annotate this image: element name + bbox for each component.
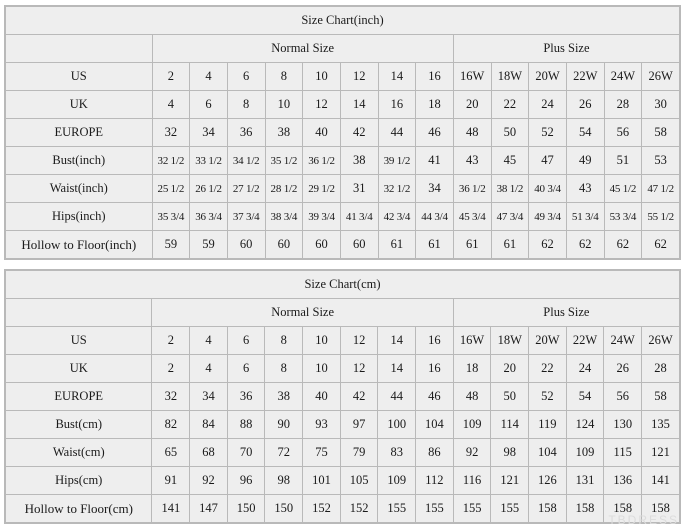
cell-value: 104	[416, 411, 454, 439]
cell-value: 104	[529, 439, 567, 467]
table-row	[6, 411, 680, 439]
cell-value: 24W	[604, 63, 642, 91]
cell-value: 28	[604, 91, 642, 119]
cell-value: 56	[604, 383, 642, 411]
cell-value: 16	[416, 355, 454, 383]
cell-value: 40	[303, 383, 341, 411]
cell-value: 60	[265, 231, 303, 259]
cell-value: 121	[491, 467, 529, 495]
cell-value: 158	[529, 495, 567, 523]
table-row	[6, 467, 680, 495]
cell-value: 93	[303, 411, 341, 439]
cell-value: 52	[529, 383, 567, 411]
cell-value: 35 3/4	[152, 203, 190, 231]
cell-value: 109	[566, 439, 604, 467]
row-label: Waist(cm)	[6, 439, 152, 467]
cell-value: 12	[340, 63, 378, 91]
cell-value: 37 3/4	[227, 203, 265, 231]
cell-value: 38	[265, 119, 303, 147]
table-row	[6, 439, 680, 467]
cell-value: 16W	[453, 63, 491, 91]
row-label: EUROPE	[6, 383, 152, 411]
cell-value: 48	[453, 383, 491, 411]
cell-value: 62	[642, 231, 680, 259]
group-header-blank-cm	[6, 299, 152, 327]
cell-value: 45	[491, 147, 529, 175]
cell-value: 26W	[642, 63, 680, 91]
cell-value: 12	[340, 327, 378, 355]
cell-value: 136	[604, 467, 642, 495]
cell-value: 16W	[453, 327, 491, 355]
cell-value: 20W	[529, 63, 567, 91]
cell-value: 112	[416, 467, 454, 495]
row-label: Hollow to Floor(inch)	[6, 231, 153, 259]
cell-value: 2	[152, 355, 190, 383]
cell-value: 98	[491, 439, 529, 467]
cell-value: 59	[190, 231, 228, 259]
cell-value: 39 3/4	[303, 203, 341, 231]
row-label: Hips(inch)	[6, 203, 153, 231]
row-label: Waist(inch)	[6, 175, 153, 203]
cell-value: 27 1/2	[227, 175, 265, 203]
cell-value: 34	[190, 119, 228, 147]
cell-value: 32	[152, 383, 190, 411]
cell-value: 61	[378, 231, 416, 259]
cell-value: 36	[227, 383, 265, 411]
cell-value: 2	[152, 63, 190, 91]
table-row	[6, 495, 680, 523]
cell-value: 155	[491, 495, 529, 523]
size-chart-inch	[4, 5, 681, 260]
cell-value: 100	[378, 411, 416, 439]
cell-value: 98	[265, 467, 303, 495]
cell-value: 47	[529, 147, 567, 175]
cell-value: 22W	[566, 63, 604, 91]
cell-value: 14	[340, 91, 378, 119]
cell-value: 26 1/2	[190, 175, 228, 203]
cell-value: 43	[566, 175, 604, 203]
cell-value: 52	[529, 119, 567, 147]
cell-value: 36 1/2	[303, 147, 341, 175]
cell-value: 34	[190, 383, 228, 411]
cell-value: 42	[340, 119, 378, 147]
cell-value: 20	[491, 355, 529, 383]
cell-value: 2	[152, 327, 190, 355]
cell-value: 50	[491, 119, 529, 147]
table-row	[6, 203, 680, 231]
group-header-cm-1: Normal Size	[152, 299, 453, 327]
watermark-text: TBDRESS	[608, 513, 679, 527]
cell-value: 8	[265, 355, 303, 383]
cell-value: 8	[265, 63, 303, 91]
cell-value: 38 1/2	[491, 175, 529, 203]
cell-value: 22W	[566, 327, 604, 355]
cell-value: 105	[340, 467, 378, 495]
cell-value: 158	[566, 495, 604, 523]
row-label: UK	[6, 355, 152, 383]
cell-value: 152	[303, 495, 341, 523]
cell-value: 50	[491, 383, 529, 411]
cell-value: 6	[227, 355, 265, 383]
cell-value: 141	[642, 467, 680, 495]
cell-value: 141	[152, 495, 190, 523]
cell-value: 51	[604, 147, 642, 175]
cell-value: 32	[152, 119, 190, 147]
group-header-row-cm	[6, 299, 680, 327]
cell-value: 41	[416, 147, 454, 175]
cell-value: 46	[416, 383, 454, 411]
cell-value: 10	[303, 355, 341, 383]
cell-value: 6	[227, 63, 265, 91]
cell-value: 33 1/2	[190, 147, 228, 175]
size-chart-cm-table	[5, 270, 680, 523]
group-header-cm-2: Plus Size	[453, 299, 679, 327]
cell-value: 155	[416, 495, 454, 523]
cell-value: 75	[303, 439, 341, 467]
cell-value: 91	[152, 467, 190, 495]
cell-value: 47 3/4	[491, 203, 529, 231]
cell-value: 44	[378, 119, 416, 147]
cell-value: 24W	[604, 327, 642, 355]
row-label: EUROPE	[6, 119, 153, 147]
cell-value: 18	[453, 355, 491, 383]
cell-value: 4	[190, 355, 228, 383]
cell-value: 65	[152, 439, 190, 467]
cell-value: 32 1/2	[378, 175, 416, 203]
cell-value: 88	[227, 411, 265, 439]
table-row	[6, 147, 680, 175]
cell-value: 84	[190, 411, 228, 439]
cell-value: 18W	[491, 63, 529, 91]
cell-value: 48	[453, 119, 491, 147]
cell-value: 18W	[491, 327, 529, 355]
cell-value: 152	[340, 495, 378, 523]
cell-value: 4	[152, 91, 190, 119]
table-row	[6, 383, 680, 411]
cell-value: 40	[303, 119, 341, 147]
cell-value: 82	[152, 411, 190, 439]
cell-value: 124	[566, 411, 604, 439]
cell-value: 46	[416, 119, 454, 147]
cell-value: 45 3/4	[453, 203, 491, 231]
size-chart-inch-body	[6, 7, 680, 259]
cell-value: 44	[378, 383, 416, 411]
cell-value: 119	[529, 411, 567, 439]
cell-value: 26	[566, 91, 604, 119]
cell-value: 62	[566, 231, 604, 259]
cell-value: 6	[190, 91, 228, 119]
cell-value: 20	[453, 91, 491, 119]
size-chart-inch-table	[5, 6, 680, 259]
cell-value: 26W	[642, 327, 680, 355]
cell-value: 114	[491, 411, 529, 439]
cell-value: 58	[642, 119, 680, 147]
cell-value: 6	[227, 327, 265, 355]
cell-value: 150	[227, 495, 265, 523]
row-label: Bust(cm)	[6, 411, 152, 439]
table-row	[6, 63, 680, 91]
table-row	[6, 91, 680, 119]
cell-value: 29 1/2	[303, 175, 341, 203]
cell-value: 35 1/2	[265, 147, 303, 175]
cell-value: 8	[265, 327, 303, 355]
chart-title-row-inch	[6, 7, 680, 35]
cell-value: 36	[227, 119, 265, 147]
table-row	[6, 119, 680, 147]
table-row	[6, 355, 680, 383]
table-row	[6, 231, 680, 259]
group-header-row-inch	[6, 35, 680, 63]
group-header-blank-inch	[6, 35, 153, 63]
cell-value: 22	[491, 91, 529, 119]
cell-value: 38	[265, 383, 303, 411]
cell-value: 115	[604, 439, 642, 467]
row-label: Bust(inch)	[6, 147, 153, 175]
cell-value: 92	[453, 439, 491, 467]
cell-value: 47 1/2	[642, 175, 680, 203]
cell-value: 158	[604, 495, 642, 523]
cell-value: 68	[190, 439, 228, 467]
cell-value: 60	[303, 231, 341, 259]
cell-value: 109	[378, 467, 416, 495]
row-label: US	[6, 327, 152, 355]
table-row	[6, 327, 680, 355]
size-chart-cm	[4, 269, 681, 524]
cell-value: 45 1/2	[604, 175, 642, 203]
cell-value: 36 3/4	[190, 203, 228, 231]
cell-value: 20W	[529, 327, 567, 355]
cell-value: 54	[566, 383, 604, 411]
cell-value: 49	[566, 147, 604, 175]
cell-value: 92	[190, 467, 228, 495]
cell-value: 14	[378, 355, 416, 383]
cell-value: 101	[303, 467, 341, 495]
cell-value: 4	[190, 327, 228, 355]
cell-value: 26	[604, 355, 642, 383]
cell-value: 60	[340, 231, 378, 259]
cell-value: 4	[190, 63, 228, 91]
cell-value: 22	[529, 355, 567, 383]
cell-value: 25 1/2	[152, 175, 190, 203]
cell-value: 116	[453, 467, 491, 495]
cell-value: 30	[642, 91, 680, 119]
cell-value: 10	[303, 327, 341, 355]
cell-value: 56	[604, 119, 642, 147]
cell-value: 34 1/2	[227, 147, 265, 175]
row-label: UK	[6, 91, 153, 119]
table-row	[6, 175, 680, 203]
cell-value: 72	[265, 439, 303, 467]
cell-value: 155	[453, 495, 491, 523]
cell-value: 70	[227, 439, 265, 467]
cell-value: 62	[604, 231, 642, 259]
cell-value: 86	[416, 439, 454, 467]
chart-title-cm: Size Chart(cm)	[6, 271, 680, 299]
cell-value: 8	[227, 91, 265, 119]
chart-title-row-cm	[6, 271, 680, 299]
row-label: Hollow to Floor(cm)	[6, 495, 152, 523]
chart-title-inch: Size Chart(inch)	[6, 7, 680, 35]
cell-value: 28 1/2	[265, 175, 303, 203]
cell-value: 53 3/4	[604, 203, 642, 231]
cell-value: 31	[340, 175, 378, 203]
cell-value: 79	[340, 439, 378, 467]
cell-value: 155	[378, 495, 416, 523]
cell-value: 54	[566, 119, 604, 147]
cell-value: 12	[303, 91, 341, 119]
cell-value: 131	[566, 467, 604, 495]
cell-value: 40 3/4	[529, 175, 567, 203]
cell-value: 32 1/2	[152, 147, 190, 175]
cell-value: 53	[642, 147, 680, 175]
cell-value: 41 3/4	[340, 203, 378, 231]
cell-value: 150	[265, 495, 303, 523]
cell-value: 58	[642, 383, 680, 411]
cell-value: 49 3/4	[529, 203, 567, 231]
cell-value: 83	[378, 439, 416, 467]
size-chart-cm-body	[6, 271, 680, 523]
group-header-inch-2: Plus Size	[453, 35, 679, 63]
cell-value: 147	[190, 495, 228, 523]
cell-value: 97	[340, 411, 378, 439]
cell-value: 34	[416, 175, 454, 203]
cell-value: 126	[529, 467, 567, 495]
cell-value: 61	[491, 231, 529, 259]
cell-value: 55 1/2	[642, 203, 680, 231]
group-header-inch-1: Normal Size	[152, 35, 453, 63]
cell-value: 62	[529, 231, 567, 259]
cell-value: 36 1/2	[453, 175, 491, 203]
cell-value: 16	[378, 91, 416, 119]
cell-value: 96	[227, 467, 265, 495]
cell-value: 121	[642, 439, 680, 467]
cell-value: 44 3/4	[416, 203, 454, 231]
cell-value: 130	[604, 411, 642, 439]
cell-value: 39 1/2	[378, 147, 416, 175]
cell-value: 12	[340, 355, 378, 383]
cell-value: 61	[453, 231, 491, 259]
cell-value: 10	[303, 63, 341, 91]
cell-value: 135	[642, 411, 680, 439]
cell-value: 14	[378, 63, 416, 91]
cell-value: 24	[529, 91, 567, 119]
cell-value: 90	[265, 411, 303, 439]
cell-value: 109	[453, 411, 491, 439]
cell-value: 18	[416, 91, 454, 119]
cell-value: 10	[265, 91, 303, 119]
cell-value: 16	[416, 63, 454, 91]
row-label: US	[6, 63, 153, 91]
cell-value: 61	[416, 231, 454, 259]
cell-value: 60	[227, 231, 265, 259]
cell-value: 28	[642, 355, 680, 383]
cell-value: 38 3/4	[265, 203, 303, 231]
cell-value: 158	[642, 495, 680, 523]
cell-value: 42 3/4	[378, 203, 416, 231]
cell-value: 51 3/4	[566, 203, 604, 231]
row-label: Hips(cm)	[6, 467, 152, 495]
cell-value: 43	[453, 147, 491, 175]
cell-value: 24	[566, 355, 604, 383]
cell-value: 16	[416, 327, 454, 355]
cell-value: 59	[152, 231, 190, 259]
cell-value: 14	[378, 327, 416, 355]
cell-value: 42	[340, 383, 378, 411]
cell-value: 38	[340, 147, 378, 175]
